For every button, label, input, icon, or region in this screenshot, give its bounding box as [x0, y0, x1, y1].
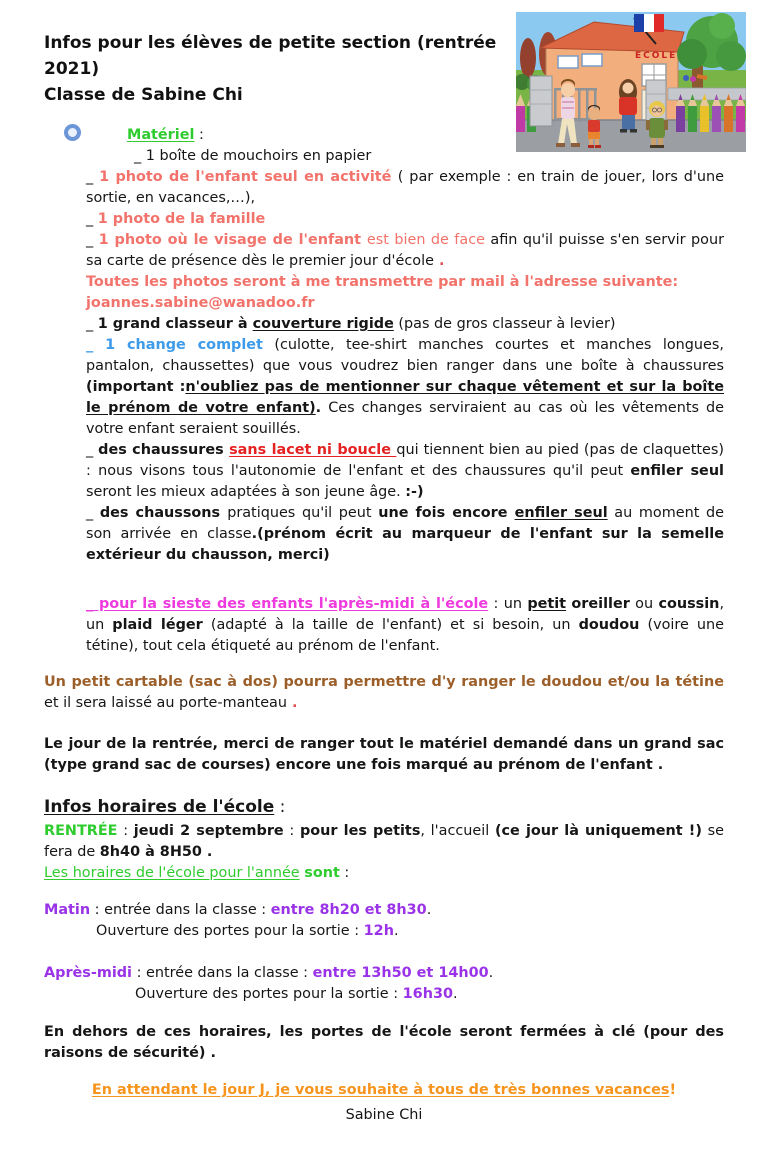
item-chaussons — [86, 503, 724, 566]
text-run: . — [205, 1045, 216, 1061]
text-run: :-) — [405, 484, 424, 500]
text-run: entre 13h50 et 14h00 — [312, 965, 489, 981]
text-run: une fois encore — [378, 505, 515, 521]
text-run: afin qu'il puisse s'en servir pour sa carte de présence dès le premier jour d'école — [86, 232, 724, 269]
text-run: . — [488, 965, 494, 981]
text-run: , l'accueil — [420, 823, 495, 839]
text-run: Infos horaires de l'école — [44, 797, 275, 817]
para-apresmidi-entree — [44, 963, 724, 984]
text-run: oreiller — [571, 596, 630, 612]
text-run: _ — [86, 211, 98, 227]
item-chaussures — [86, 440, 724, 503]
text-run: (culotte, tee-shirt manches courtes et manches longues, pantalon, chaussettes) que vous voudrez bien ranger dans une boîte à chaussures — [86, 337, 724, 374]
title-line-2: Classe de Sabine Chi — [44, 85, 243, 105]
text-run: _ — [86, 337, 106, 353]
signature — [44, 1105, 724, 1126]
text-run: enfiler seul — [630, 463, 724, 479]
text-run: : un — [488, 596, 528, 612]
text-run: Un petit cartable (sac à dos) pourra permettre d'y ranger le doudou et/ou la tétine — [44, 674, 724, 690]
text-run: Sabine Chi — [345, 1107, 423, 1123]
text-run: jeudi 2 septembre — [133, 823, 284, 839]
item-classeur — [86, 314, 724, 335]
text-run: _ — [86, 316, 98, 332]
text-run: _ pour la sieste des enfants l'après-midi à l'école — [86, 596, 489, 612]
item-photo-visage — [86, 230, 724, 272]
para-rentree — [44, 821, 724, 863]
text-run: : — [339, 865, 350, 881]
text-run: seront les mieux adaptées à son jeune âge. — [86, 484, 406, 500]
text-run: doudou — [578, 617, 640, 633]
item-change-complet — [86, 335, 724, 440]
text-run: En dehors de ces horaires, les portes de l'école seront fermées à clé (pour des raisons de sécurité) — [44, 1024, 724, 1061]
text-run: des chaussures — [98, 442, 230, 458]
text-run: . — [433, 253, 445, 269]
para-en-dehors — [44, 1022, 724, 1064]
text-run: des chaussons — [99, 505, 228, 521]
item-sieste — [86, 594, 724, 657]
text-run: . — [652, 757, 664, 773]
text-run: 12h — [363, 923, 394, 939]
text-run: 1 change complet — [105, 337, 263, 353]
text-run: pratiques qu'il peut — [227, 505, 379, 521]
text-run: se fera de — [44, 823, 725, 860]
text-run: enfiler seul — [514, 505, 608, 521]
text-run: pour les petits — [299, 823, 421, 839]
text-run: n'oubliez pas de mentionner sur chaque vêtement et sur la boîte le prénom de votre enfant) — [86, 379, 724, 416]
para-vacances — [44, 1080, 724, 1101]
text-run: _ — [86, 232, 99, 248]
item-photo-activite — [86, 167, 724, 209]
para-horaires-annee — [44, 863, 724, 884]
para-matin-entree — [44, 900, 724, 921]
para-matin-sortie — [96, 921, 724, 942]
text-run: (adapté à la taille de l'enfant) et si besoin, un — [202, 617, 579, 633]
text-run: qui tiennent bien au pied (pas de claquettes) : nous visons tous l'autonomie de l'enfant et des chaussures qu'il peut — [86, 442, 724, 479]
text-run: coussin — [658, 596, 720, 612]
text-run: au moment de son arrivée en classe — [86, 505, 724, 542]
text-run: Les horaires de l'école pour l'année — [44, 865, 300, 881]
text-run: : — [117, 823, 134, 839]
materiel-heading-text — [127, 127, 204, 143]
text-run: Matin — [44, 902, 91, 918]
text-run: sans lacet ni boucle — [229, 442, 397, 458]
text-run: 16h30 — [402, 986, 453, 1002]
text-run: . — [393, 923, 399, 939]
text-run: Matériel — [127, 127, 195, 143]
text-run: ou — [629, 596, 659, 612]
item-photo-famille — [86, 209, 724, 230]
text-run: . — [452, 986, 458, 1002]
text-run: Toutes les photos seront à me transmettre par mail à l'adresse suivante: — [86, 274, 679, 290]
text-run: Ouverture des portes pour la sortie : — [135, 986, 403, 1002]
text-run: joannes.sabine@wanadoo.fr — [86, 295, 315, 311]
text-run: En attendant le jour J, je vous souhaite à tous de très bonnes vacances — [91, 1082, 670, 1098]
text-run: : — [274, 797, 286, 817]
text-run: .(prénom écrit au marqueur de l'enfant sur la semelle extérieur du chausson, merci) — [86, 526, 724, 563]
text-run: et il sera laissé au porte-manteau — [44, 695, 287, 711]
school-illustration — [516, 12, 746, 152]
text-run: 8h40 à 8H50 — [99, 844, 202, 860]
text-run: 1 photo où le visage de l'enfant — [98, 232, 367, 248]
text-run: RENTRÉE — [44, 823, 118, 839]
text-run: plaid léger — [112, 617, 203, 633]
text-run: , un — [86, 596, 725, 633]
ecole-sign: ECOLE — [635, 51, 678, 61]
para-cartable — [44, 672, 724, 714]
text-run: . — [287, 695, 298, 711]
text-run: Ces changes serviraient au cas où les vêtements de votre enfant seraient souillés. — [86, 400, 724, 437]
text-run: 1 grand classeur à — [97, 316, 253, 332]
para-jour-rentree — [44, 734, 724, 776]
text-run: : — [194, 127, 204, 143]
infos-horaires-heading — [44, 795, 724, 819]
text-run: 1 photo de la famille — [97, 211, 266, 227]
text-run: Le jour de la rentrée, merci de ranger tout le matériel demandé dans un grand sac (type grand sac de courses) encore une fois marqué au prénom de l'enfant — [44, 736, 724, 773]
text-run: . — [315, 400, 322, 416]
text-run: entre 8h20 et 8h30 — [270, 902, 427, 918]
text-run: ( par exemple : en train de jouer, lors d'une sortie, en vacances,…), — [86, 169, 724, 206]
text-run: (ce jour là uniquement !) — [494, 823, 702, 839]
bullet-ring-icon — [64, 124, 81, 141]
text-run: (important : — [86, 379, 186, 395]
para-photos-mail — [86, 272, 724, 314]
text-run: sont — [304, 865, 340, 881]
text-run: (pas de gros classeur à levier) — [393, 316, 616, 332]
text-run: : entrée dans la classe : — [90, 902, 271, 918]
title-line-1: Infos pour les élèves de petite section (rentrée 2021) — [44, 33, 497, 79]
text-run: . — [201, 844, 213, 860]
para-apresmidi-sortie — [135, 984, 724, 1005]
text-run: Ouverture des portes pour la sortie : — [96, 923, 364, 939]
text-run: : entrée dans la classe : — [132, 965, 313, 981]
text-run: . — [426, 902, 432, 918]
text-run: ! — [669, 1082, 677, 1098]
text-run: 1 photo de l'enfant seul en activité — [99, 169, 398, 185]
text-run: : — [283, 823, 300, 839]
text-run: _ — [86, 442, 99, 458]
text-run: _ — [86, 505, 100, 521]
text-run: couverture rigide — [252, 316, 394, 332]
text-run: _ 1 boîte de mouchoirs en papier — [134, 148, 372, 164]
text-run: est bien de face — [366, 232, 491, 248]
text-run: Après-midi — [44, 965, 132, 981]
text-run: petit — [527, 596, 567, 612]
text-run: (voire une tétine), tout cela étiqueté au prénom de l'enfant. — [86, 617, 724, 654]
text-run: _ — [86, 169, 100, 185]
